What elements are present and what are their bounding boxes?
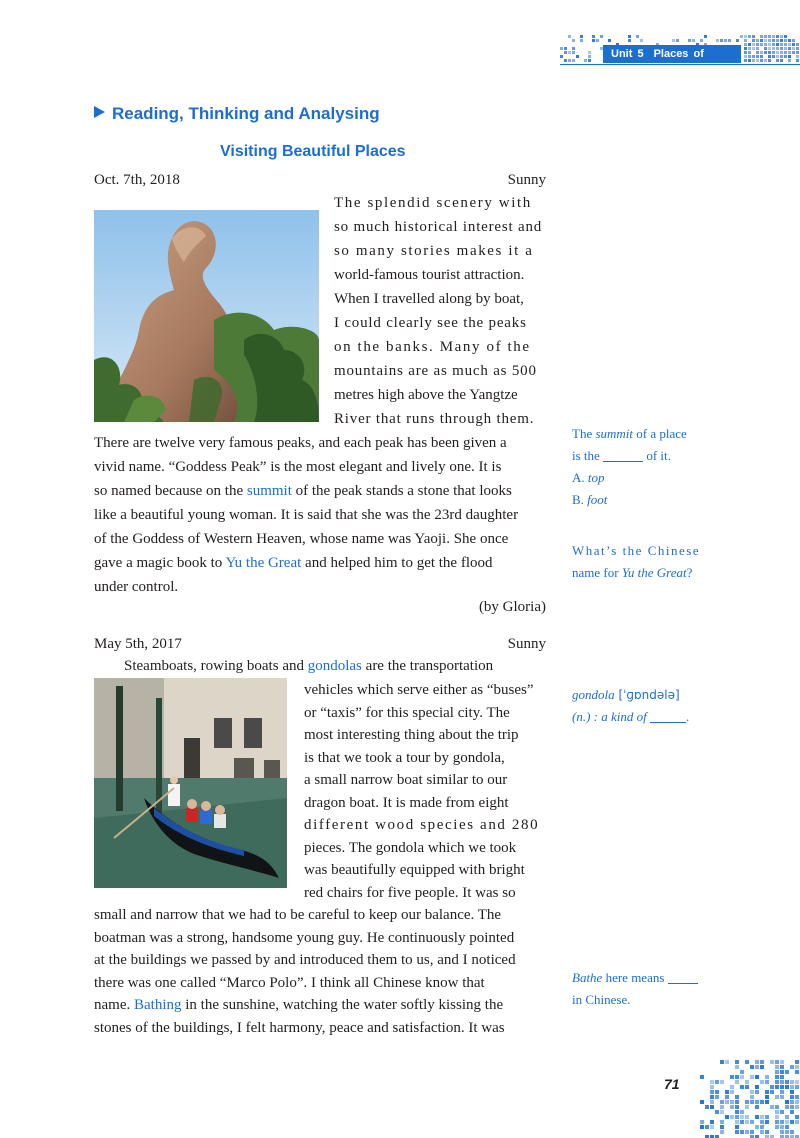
entry1-line-8: mountains are as much as 500 (334, 363, 537, 379)
answer-blank (650, 708, 686, 723)
page-number: 71 (664, 1076, 680, 1092)
entry1-weather: Sunny (507, 172, 546, 188)
entry2-line-17: stones of the buildings, I felt harmony, peace and satisfaction. It was (94, 1020, 505, 1036)
vocab-bathing: Bathing (133, 997, 182, 1013)
entry1-line-6: I could clearly see the peaks (334, 315, 527, 331)
unit-header-bar (603, 45, 741, 78)
play-triangle-icon (94, 106, 105, 118)
note-bathe-line2: in Chinese. (572, 992, 631, 1007)
note-summit-line1: The summit of a place (572, 426, 687, 441)
entry2-line-15: there was one called “Marco Polo”. I think all Chinese know that (94, 975, 485, 991)
entry1-line-5: When I travelled along by boat, (334, 291, 524, 307)
note-gondola-line2: (n.) : a kind of . (572, 709, 690, 724)
vocab-summit: summit (246, 483, 292, 499)
entry1-line-15: of the Goddess of Western Heaven, whose name was Yaoji. She once (94, 531, 509, 547)
entry1-line-7: on the banks. Many of the (334, 339, 531, 355)
vocab-gondolas: gondolas (307, 658, 362, 674)
entry2-line-13: boatman was a strong, handsome young guy. He continuously pointed (94, 930, 515, 946)
note-bathe (572, 967, 698, 1011)
article-title: Visiting Beautiful Places (220, 143, 406, 160)
entry1-header (94, 170, 546, 190)
entry2-line-12: small and narrow that we had to be careful to keep our balance. The (94, 907, 502, 923)
note-bathe-line1: Bathe here means (572, 967, 698, 989)
note-gondola (572, 684, 689, 728)
entry2-line-1: Steamboats, rowing boats and gondolas are the transportation (124, 658, 494, 674)
entry2-line-16: name. Bathing in the sunshine, watching the water softly kissing the (94, 997, 504, 1013)
vocab-yu-the-great: Yu the Great (225, 555, 302, 571)
entry2-line-11: red chairs for five people. It was so (304, 885, 516, 901)
entry1-line-12: vivid name. “Goddess Peak” is the most elegant and lively one. It is (94, 459, 502, 475)
entry2-weather: Sunny (507, 636, 546, 652)
unit-title: Places of Interest (611, 48, 704, 78)
entry2-line-9: pieces. The gondola which we took (304, 840, 517, 856)
gondola-canal-photo (94, 678, 287, 888)
unit-label: Unit 5 (611, 48, 644, 60)
entry2-header (94, 634, 546, 654)
entry2-date: May 5th, 2017 (94, 636, 182, 652)
entry1-line-9: metres high above the Yangtze (334, 387, 518, 403)
note-yu (572, 540, 700, 584)
note-summit-line2: is the of it. (572, 448, 671, 463)
header-rule (560, 64, 800, 65)
entry1-date: Oct. 7th, 2018 (94, 172, 180, 188)
note-summit-option-a: A. top (572, 470, 605, 485)
entry1-line-1: The splendid scenery with (334, 195, 532, 211)
section-heading (94, 104, 380, 124)
entry1-line-4: world-famous tourist attraction. (334, 267, 525, 283)
entry1-byline: (by Gloria) (478, 599, 546, 615)
entry1-line-14: like a beautiful young woman. It is said that she was the 23rd daughter (94, 507, 519, 523)
mountain-peak-photo (94, 210, 319, 422)
entry1-line-10: River that runs through them. (334, 411, 535, 427)
entry2-line-4: most interesting thing about the trip (304, 727, 519, 743)
entry1-line-16: gave a magic book to Yu the Great and helped him to get the flood (94, 555, 493, 571)
answer-blank (668, 969, 698, 984)
note-yu-line1: What’s the Chinese (572, 543, 701, 558)
entry1-line-3: so many stories makes it a (334, 243, 534, 259)
entry1-line-13: so named because on the summit of the peak stands a stone that looks (94, 483, 512, 499)
section-heading-text: Reading, Thinking and Analysing (112, 104, 380, 123)
entry2-line-10: was beautifully equipped with bright (304, 862, 525, 878)
entry2-line-14: at the buildings we passed by and introduced them to us, and I noticed (94, 952, 516, 968)
footer-checker-pattern (700, 1060, 800, 1138)
answer-blank (603, 447, 643, 462)
entry1-line-11: There are twelve very famous peaks, and each peak has been given a (94, 435, 507, 451)
note-summit-option-b: B. foot (572, 492, 608, 507)
note-yu-line2: name for Yu the Great? (572, 565, 693, 580)
entry2-line-6: a small narrow boat similar to our (304, 772, 508, 788)
entry2-line-2: vehicles which serve either as “buses” (304, 682, 534, 698)
note-summit (572, 423, 687, 511)
entry2-line-8: different wood species and 280 (304, 817, 540, 833)
entry2-line-5: is that we took a tour by gondola, (304, 750, 505, 766)
entry2-line-7: dragon boat. It is made from eight (304, 795, 509, 811)
entry1-line-17: under control. (94, 579, 179, 595)
entry1-line-2: so much historical interest and (334, 219, 543, 235)
entry2-line-3: or “taxis” for this special city. The (304, 705, 510, 721)
note-gondola-line1: gondola [ˈɡɒndələ] (572, 687, 680, 702)
